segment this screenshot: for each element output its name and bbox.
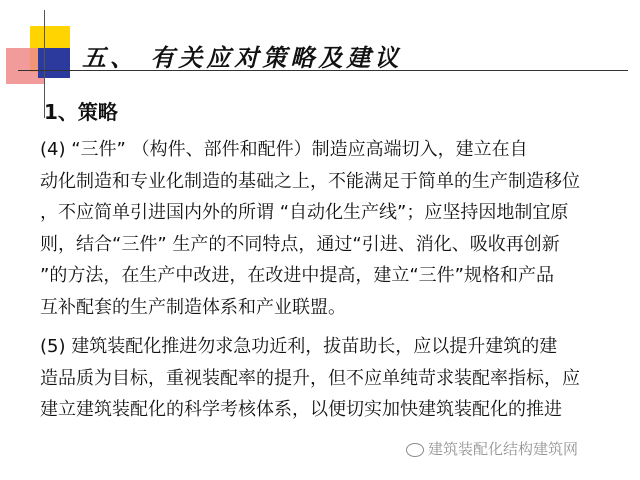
text-line: ”的方法，在生产中改进，在改进中提高，建立“三件”规格和产品 [40,265,554,286]
text-line: 则，结合“三件” 生产的不同特点，通过“引进、消化、吸收再创新 [40,233,560,255]
wechat-icon [406,443,424,457]
text-line: 互补配套的生产制造体系和产业联盟。 [40,296,346,318]
watermark-text: 建筑装配化结构建筑网 [428,440,579,458]
text-line: ，不应简单引进国内外的所谓 “自动化生产线”；应坚持因地制宜原 [40,202,569,223]
text-line: 造品质为目标，重视装配率的提升，但不应单纯苛求装配率指标，应 [40,367,580,389]
paragraph-4 [40,134,616,323]
slide-body [40,134,616,426]
decorative-blue-block [38,48,70,78]
text-line: 动化制造和专业化制造的基础之上，不能满足于简单的生产制造移位 [40,170,580,192]
watermark [406,438,578,459]
text-line: 建立建筑装配化的科学考核体系，以便切实加快建筑装配化的推进 [40,399,562,420]
paragraph-5 [40,331,616,426]
text-line: (5) 建筑装配化推进勿求急功近利，拔苗助长，应以提升建筑的建 [40,336,558,357]
paragraph-gap [40,323,616,331]
section-heading: 1、策略 [44,100,118,124]
text-line: (4) “三件” （构件、部件和配件）制造应高端切入，建立在自 [40,139,528,160]
slide-title: 五、 有关应对策略及建议 [82,43,403,72]
